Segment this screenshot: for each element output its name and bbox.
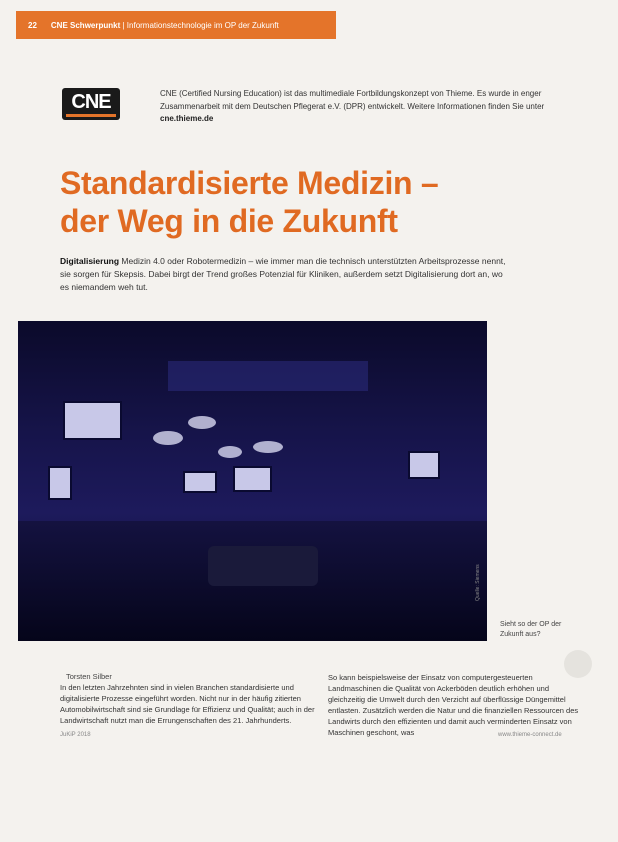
photo-lamp (253, 441, 283, 453)
article-headline (60, 164, 580, 240)
lead-text: Medizin 4.0 oder Robotermedizin – wie immer man die technisch unterstützten Arbeitsprozesse nennt, sie sorgen für Skepsis. Dabei birgt der Trend großes Potenzial für Kliniken, außerdem setzt Digitalisierung dort an, wo es niemandem weh tut. (60, 256, 506, 292)
photo-operating-table (208, 546, 318, 586)
photo-credit: Quelle: Siemens (475, 564, 481, 601)
blank-lower-area (0, 745, 618, 842)
photo-lamp (218, 446, 242, 458)
article-author: Torsten Silber (66, 672, 112, 681)
photo-monitor (408, 451, 440, 479)
footer-journal: JuKiP 2018 (60, 732, 91, 738)
operating-room-photo (18, 321, 487, 641)
lead-keyword: Digitalisierung (60, 256, 120, 266)
footer-url[interactable]: www.thieme-connect.de (498, 732, 562, 738)
page-number: 22 (28, 20, 37, 30)
photo-monitor (183, 471, 217, 493)
topic-label: Informationstechnologie im OP der Zukunft (126, 20, 279, 30)
photo-monitor (48, 466, 72, 500)
intro-link[interactable]: cne.thieme.de (160, 114, 214, 123)
body-column-left: In den letzten Jahrzehnten sind in vielen Branchen standardisierte und digitalisierte Prozesse eingeführt worden. Nicht nur in der häufig zitierten Automobilwirtschaft sind sie Grundlage für Effizienz und Qualität; auch in der Landwirtschaft nutzt man die Errungenschaften des 21. Jahrhunderts. (60, 683, 315, 725)
photo-monitor (233, 466, 272, 492)
headline-line-2: der Weg in die Zukunft (60, 203, 398, 239)
page-header-bar: 22 CNE Schwerpunkt | Informationstechnologie im OP der Zukunft (16, 11, 336, 39)
photo-caption: Sieht so der OP der Zukunft aus? (500, 621, 562, 638)
section-label: CNE Schwerpunkt (50, 20, 121, 30)
decorative-circle (564, 650, 592, 678)
intro-body: CNE (Certified Nursing Education) ist das multimediale Fortbildungskonzept von Thieme. Es wurde in enger Zusammenarbeit mit dem Deutschen Pflegerat e.V. (DPR) entwickelt. Weitere Informationen finden Sie unter (160, 89, 545, 111)
body-column-right: So kann beispielsweise der Einsatz von computergesteuerten Landmaschinen die Qualität von Ackerböden deutlich erhöhen und gleichzeitig die Umwelt durch den Verzicht auf überflüssige Düngemittel entlasten. Zusätzlich werden die Natur und die finanziellen Ressourcen des Landwirts durch den effizienten und damit auch verminderten Einsatz von Maschinen geschont, was (328, 673, 579, 737)
headline-line-1: Standardisierte Medizin – (60, 165, 439, 201)
photo-monitor (63, 401, 122, 440)
photo-lamp (153, 431, 183, 445)
article-lead (60, 255, 510, 294)
cne-logo: CNE (62, 88, 120, 120)
photo-lamp (188, 416, 216, 429)
photo-ceiling (168, 361, 368, 391)
intro-text (160, 88, 560, 126)
